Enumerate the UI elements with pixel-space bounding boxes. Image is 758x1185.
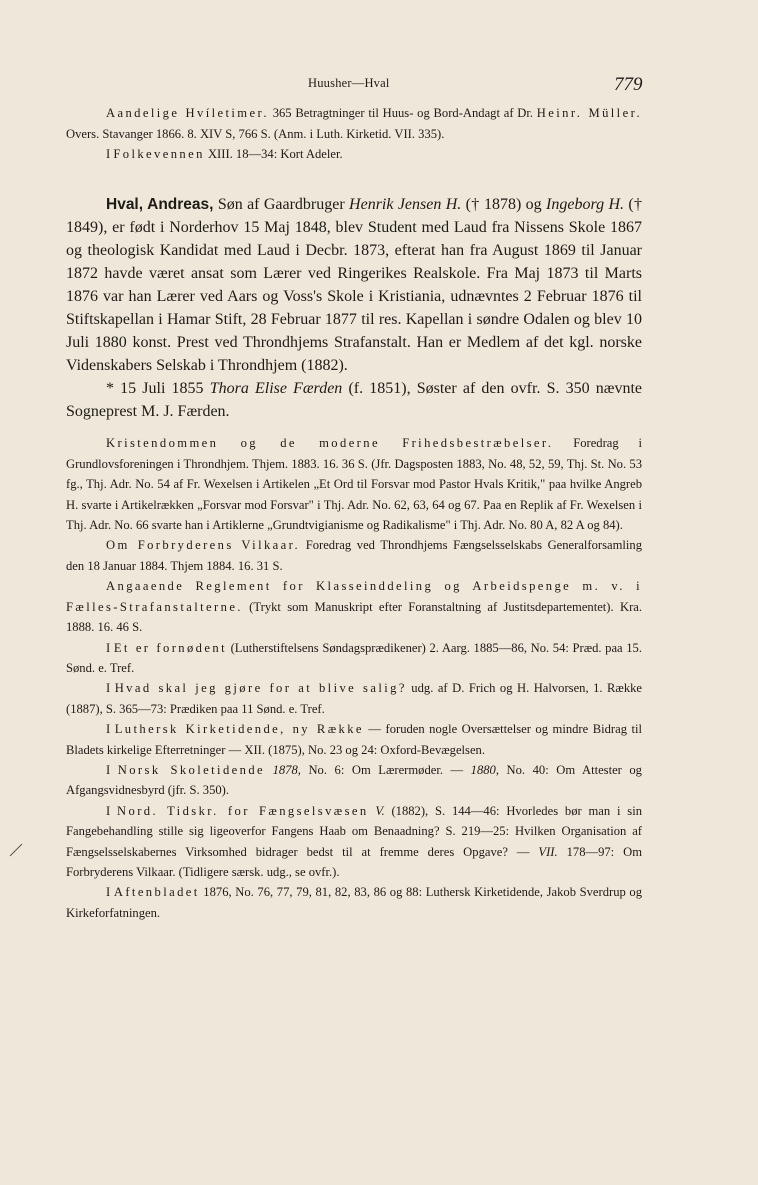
- text-span: (1882), S. 144—46: Hvorledes bør man i sin Fangebehandling stille sig ligeoverfor Fangens Haab om Benaadning? S. 219—25: Hvilken Organisation af Fængselsselskabernes Virksomhed bidrager bedst til at fremme deres Opgave? —: [66, 803, 642, 859]
- text-span: († 1849), er født i Norderhov 15 Maj 1848, blev Student med Laud fra Nissens Skole 1867 og theologisk Kandidat med Laud i Decbr. 1873, efterat han fra August 1869 til Januar 1872 havde været ansat som Lærer ved Ringerikes Realskole. Fra Maj 1873 til Marts 1876 var han Lærer ved Aars og Voss's Skole i Kristiania, udnævntes 2 Februar 1876 til Stiftskapellan i Hamar Stift, 28 Februar 1877 til res. Kapellan i søndre Odalen og blev 10 Juli 1880 konst. Prest ved Throndhjems Strafanstalt. Han er Medlem af det kgl. norske Videnskabers Selskab i Throndhjem (1882).: [66, 195, 643, 375]
- bibliography-item: [66, 576, 642, 637]
- work-title: Aftenbladet: [113, 885, 200, 900]
- text-span: 178—97: Om Forbryderens Vilkaar. (Tidligere særsk. udg., se ovfr.).: [66, 844, 643, 879]
- author-name: Heinr. Müller.: [536, 106, 643, 120]
- bibliography-item: [66, 433, 642, 535]
- running-head: Huusher—Hval: [308, 76, 390, 90]
- text-span: , No. 40: Om Attester og Afgangsvidnesbyrd (jfr. S. 350).: [66, 762, 642, 798]
- text-span: I: [106, 640, 114, 655]
- work-title: Folkevennen: [113, 147, 205, 161]
- margin-pencil-mark: [8, 842, 24, 858]
- volume: VII.: [538, 844, 558, 859]
- year: 1880: [470, 762, 496, 777]
- biography-paragraph: [66, 193, 642, 378]
- text-span: Foredrag i Grundlovsforeningen i Throndhjem. Thjem. 1883. 16. 36 S. (Jfr. Dagsposten 1883, No. 48, 52, 59, Thj. St. No. 53 fg., Thj. Adr. No. 54 af Fr. Wexelsen i Artikelen „Et Ord til Forsvar mod Pastor Hvals Kritik," paa hvilke Angreb H. svarte i Artikelrækken „Forsvar mod Forsvar" i Thj. Adr. No. 62, 63, 64 og 67. Paa en Replik af Fr. Wexelsen i Thj. Adr. No. 66 svarte han i Artiklerne „Grundtvigianisme og Radikalisme" i Thj. Adr. No. 80 A, 82 A og 84).: [66, 436, 642, 533]
- entry-heading: Hval, Andreas,: [106, 195, 214, 213]
- work-title: Om Forbryderens Vilkaar.: [106, 538, 301, 553]
- work-title: Et er fornødent: [113, 640, 227, 655]
- work-title: Norsk Skoletidende: [117, 762, 266, 777]
- work-title: Luthersk Kirketidende, ny Række: [114, 722, 364, 737]
- text-span: I: [106, 762, 118, 777]
- bibliography-item: [66, 678, 642, 719]
- page-header: [0, 74, 758, 98]
- bibliography-item: [66, 638, 642, 679]
- text-span: (f. 1851), Søster af den ovfr. S. 350 nævnte Sogneprest M. J. Færden.: [66, 380, 643, 421]
- year: 1878: [272, 762, 298, 777]
- continued-entry-text: [66, 144, 642, 165]
- text-span: udg. af D. Frich og H. Halvorsen, 1. Række (1887), S. 365—73: Prædiken paa 11 Sønd. e. Tref.: [66, 681, 642, 716]
- bibliography-item: [66, 882, 642, 923]
- wife-name: Thora Elise Færden: [209, 380, 343, 398]
- volume: V.: [375, 803, 385, 818]
- work-title: Kristendommen og de moderne Frihedsbestræbelser.: [106, 436, 554, 451]
- spacer: [66, 165, 642, 193]
- text-span: 1876, No. 76, 77, 79, 81, 82, 83, 86 og 88: Luthersk Kirketidende, Jakob Sverdrup og Kirkeforfatningen.: [66, 885, 643, 920]
- text-span: I: [106, 885, 114, 900]
- text-span: (Trykt som Manuskript efter Foranstaltning af Justitsdepartementet). Kra. 1888. 16. 46 S.: [66, 599, 642, 635]
- father-name: Henrik Jensen H.: [349, 195, 462, 213]
- text-span: 365 Betragtninger til Huus- og Bord-Andagt af Dr.: [268, 106, 537, 120]
- text-span: Foredrag ved Throndhjems Fængselsselskabs Generalforsamling den 18 Januar 1884. Thjem 1884. 16. 31 S.: [66, 538, 642, 573]
- text-span: (Lutherstiftelsens Søndagsprædikener) 2. Aarg. 1885—86, No. 54: Præd. paa 15. Sønd. e. Tref.: [66, 640, 642, 675]
- text-span: — foruden nogle Oversættelser og mindre Bidrag til Bladets kirkelige Efterretninger — XII. (1875), No. 23 og 24: Oxford-Bevægelsen.: [66, 722, 642, 757]
- work-title: Aandelige Hvíletimer.: [106, 106, 269, 120]
- text-span: I: [106, 722, 115, 737]
- work-title: Nord. Tidskr. for Fængselsvæsen: [117, 803, 369, 818]
- text-span: Overs. Stavanger 1866. 8. XIV S, 766 S. (Anm. i Luth. Kirketid. VII. 335).: [66, 126, 445, 141]
- bibliography-item: [66, 801, 642, 883]
- text-span: I: [106, 803, 118, 818]
- mother-name: Ingeborg H.: [546, 195, 624, 213]
- spacer: [66, 423, 642, 433]
- text-span: I: [106, 147, 114, 161]
- bibliography-item: [66, 719, 642, 760]
- text-span: Søn af Gaardbruger: [213, 195, 350, 213]
- continued-entry-text: [66, 103, 642, 144]
- bibliography-item: [66, 760, 642, 801]
- page-body: [66, 103, 642, 923]
- page-number: 779: [614, 74, 643, 95]
- marriage-paragraph: [66, 377, 642, 423]
- text-span: XIII. 18—34: Kort Adeler.: [204, 147, 343, 161]
- text-span: († 1878) og: [461, 195, 547, 213]
- work-title: Hvad skal jeg gjøre for at blive salig?: [114, 681, 407, 696]
- work-title: Angaaende Reglement for Klasseinddeling og Arbeidspenge m. v. i Fælles-Strafanstalterne.: [66, 579, 642, 614]
- bibliography-item: [66, 535, 642, 576]
- text-span: * 15 Juli 1855: [106, 380, 210, 398]
- text-span: , No. 6: Om Lærermøder. —: [297, 762, 471, 777]
- text-span: I: [106, 681, 115, 696]
